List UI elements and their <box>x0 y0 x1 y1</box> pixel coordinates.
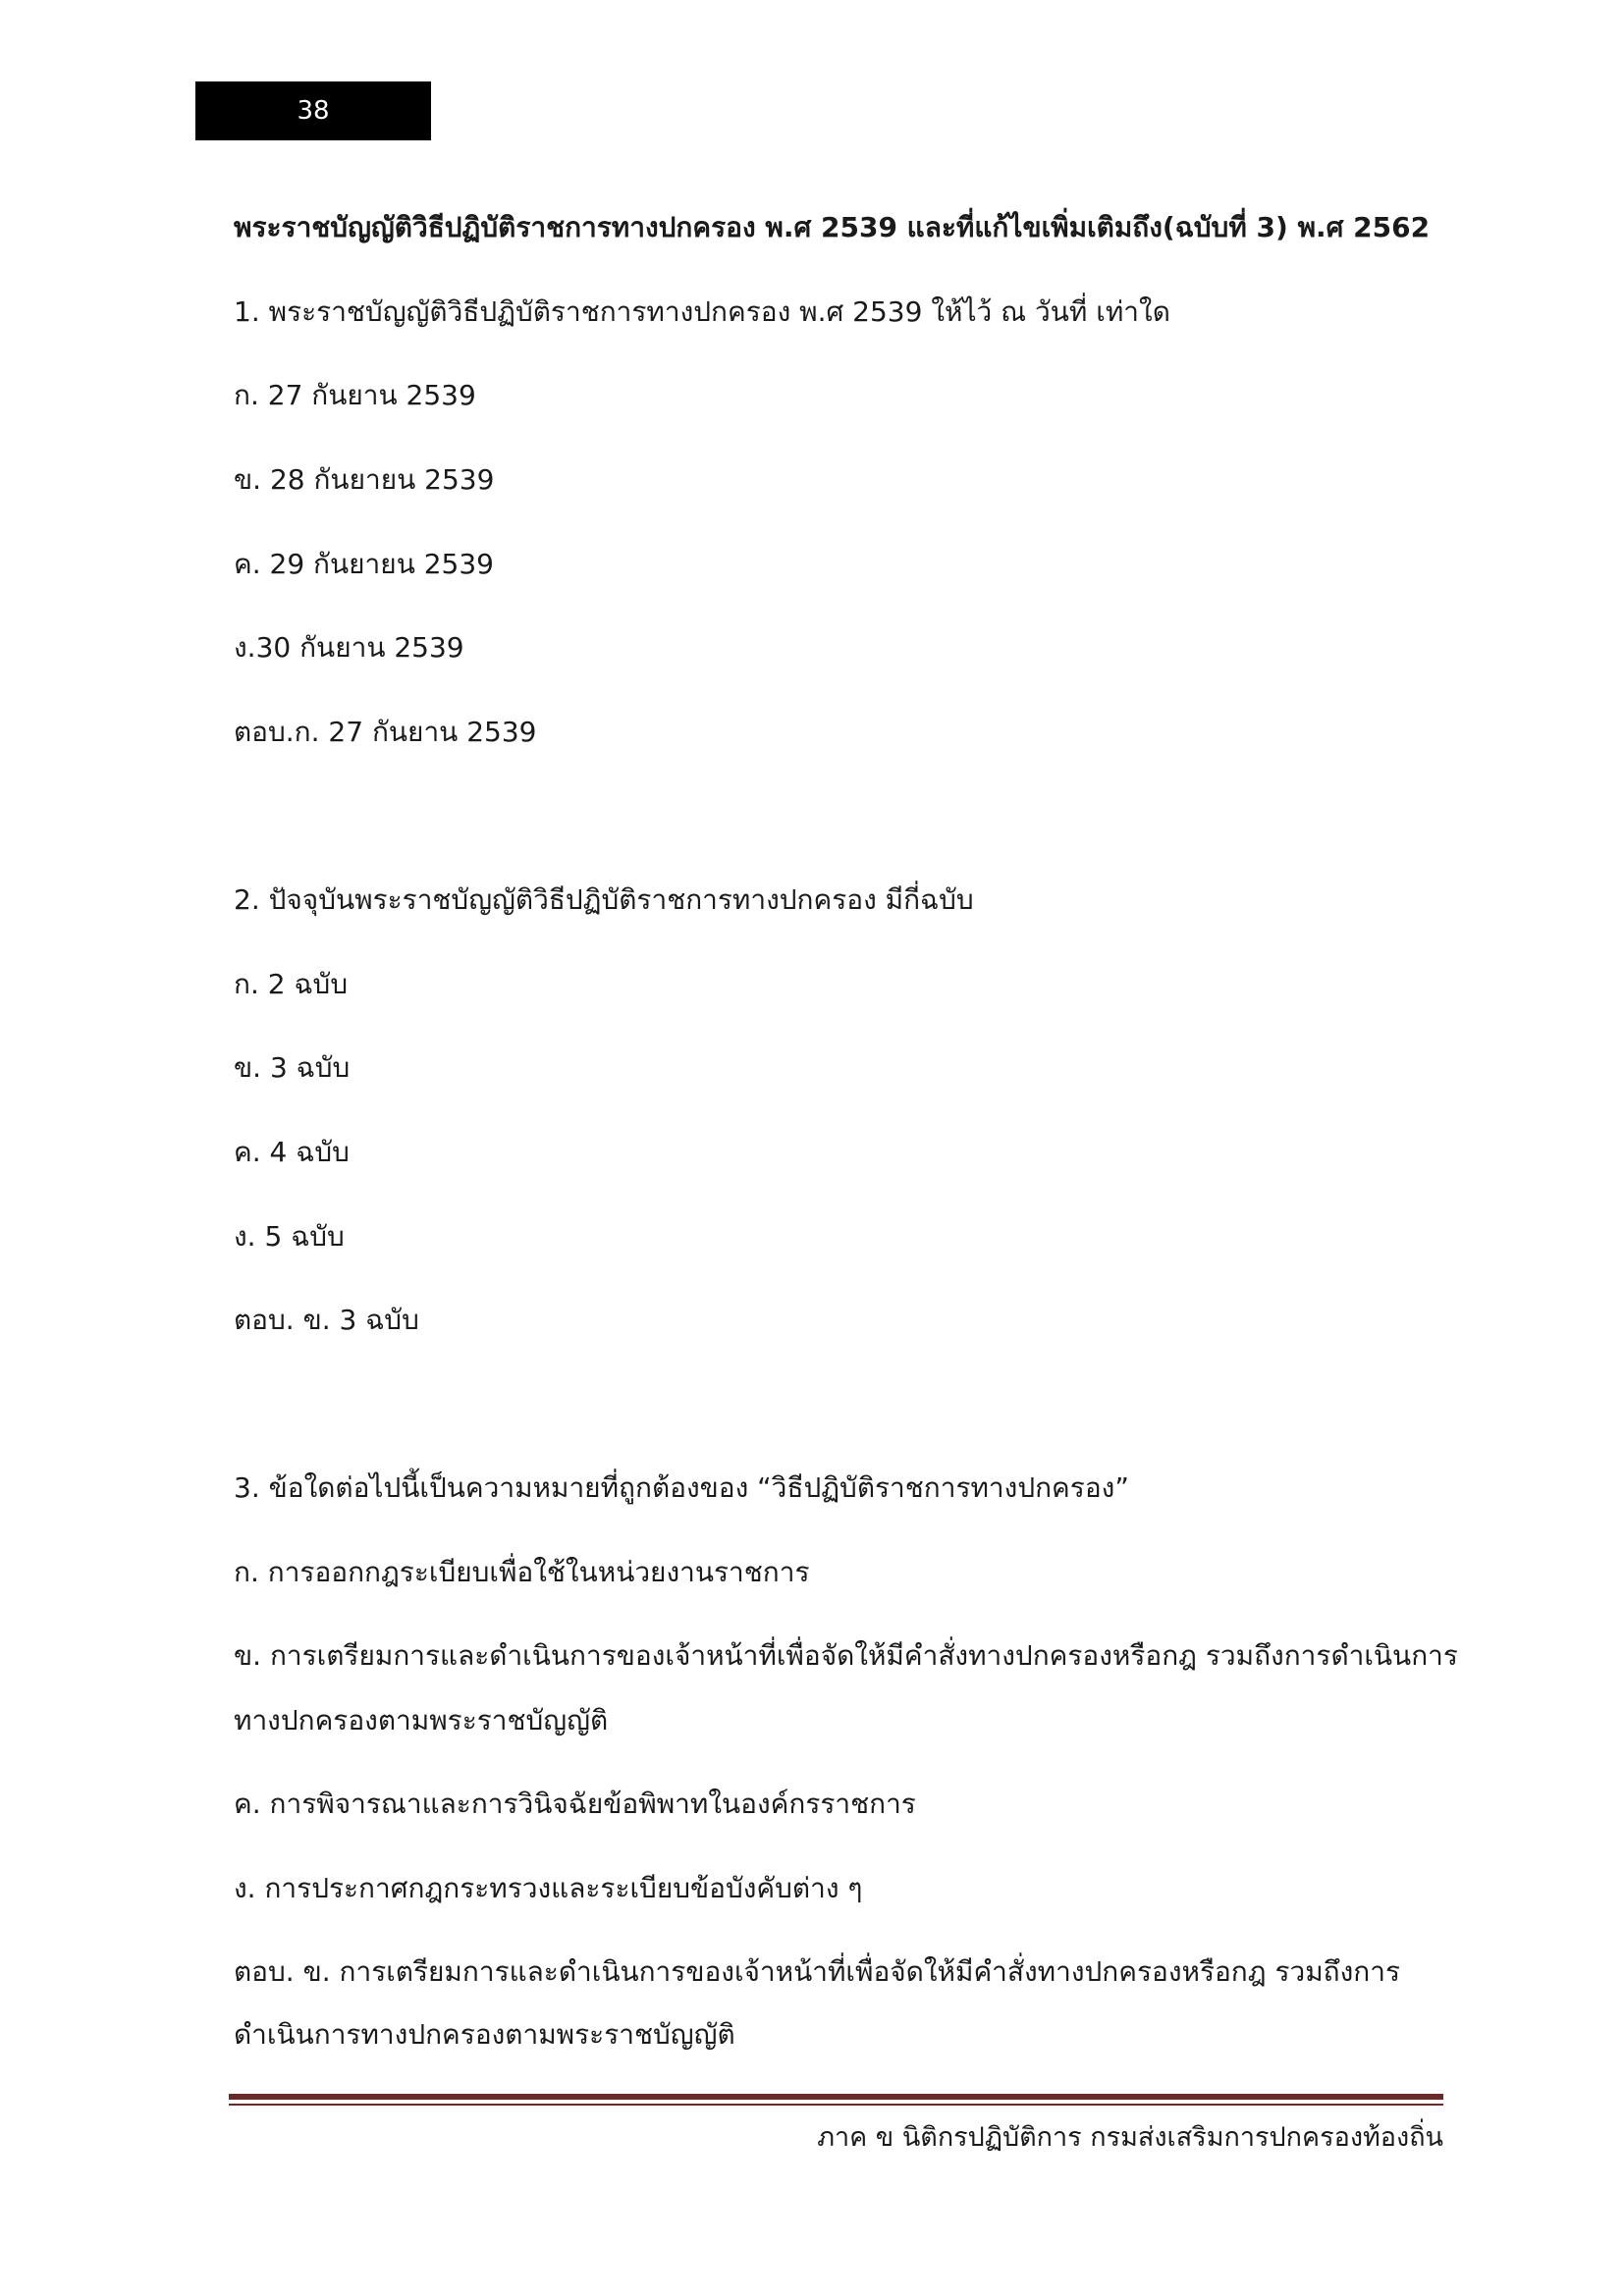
page-number: 38 <box>195 81 431 140</box>
q1-option-c: ค. 29 กันยายน 2539 <box>234 548 494 580</box>
q1-answer: ตอบ.ก. 27 กันยาน 2539 <box>234 716 537 748</box>
q3-option-d: ง. การประกาศกฎกระทรวงและระเบียบข้อบังคับต่าง ๆ <box>234 1872 863 1904</box>
question-2: 2. ปัจจุบันพระราชบัญญัติวิธีปฏิบัติราชการทางปกครอง มีกี่ฉบับ <box>234 883 974 916</box>
q3-option-b-cont: ทางปกครองตามพระราชบัญญัติ <box>234 1704 609 1736</box>
q3-answer-cont: ดำเนินการทางปกครองตามพระราชบัญญัติ <box>234 2018 735 2051</box>
question-3: 3. ข้อใดต่อไปนี้เป็นความหมายที่ถูกต้องของ “วิธีปฏิบัติราชการทางปกครอง” <box>234 1471 1129 1504</box>
footer-divider-thin <box>229 2104 1443 2106</box>
q2-option-c: ค. 4 ฉบับ <box>234 1136 350 1168</box>
q1-option-a: ก. 27 กันยาน 2539 <box>234 379 476 411</box>
q1-option-d: ง.30 กันยาน 2539 <box>234 631 464 664</box>
q3-option-b: ข. การเตรียมการและดำเนินการของเจ้าหน้าที่เพื่อจัดให้มีคำสั่งทางปกครองหรือกฎ รวมถึงการดำเนินการ <box>234 1639 1458 1672</box>
footer-text: ภาค ข นิติกรปฏิบัติการ กรมส่งเสริมการปกครองท้องถิ่น <box>817 2122 1443 2153</box>
q3-option-c: ค. การพิจารณาและการวินิจฉัยข้อพิพาทในองค์กรราชการ <box>234 1788 916 1820</box>
q2-option-a: ก. 2 ฉบับ <box>234 968 349 1000</box>
q3-option-a: ก. การออกกฎระเบียบเพื่อใช้ในหน่วยงานราชการ <box>234 1556 810 1588</box>
footer-divider <box>229 2094 1443 2100</box>
q2-option-b: ข. 3 ฉบับ <box>234 1051 351 1084</box>
document-title: พระราชบัญญัติวิธีปฏิบัติราชการทางปกครอง พ.ศ 2539 และที่แก้ไขเพิ่มเติมถึง(ฉบับที่ 3) พ.ศ 2562 <box>234 211 1431 243</box>
q3-answer: ตอบ. ข. การเตรียมการและดำเนินการของเจ้าหน้าที่เพื่อจัดให้มีคำสั่งทางปกครองหรือกฎ รวมถึงการ <box>234 1955 1401 1988</box>
question-1: 1. พระราชบัญญัติวิธีปฏิบัติราชการทางปกครอง พ.ศ 2539 ให้ไว้ ณ วันที่ เท่าใด <box>234 295 1170 328</box>
q1-option-b: ข. 28 กันยายน 2539 <box>234 463 495 496</box>
q2-option-d: ง. 5 ฉบับ <box>234 1220 345 1253</box>
q2-answer: ตอบ. ข. 3 ฉบับ <box>234 1304 419 1336</box>
